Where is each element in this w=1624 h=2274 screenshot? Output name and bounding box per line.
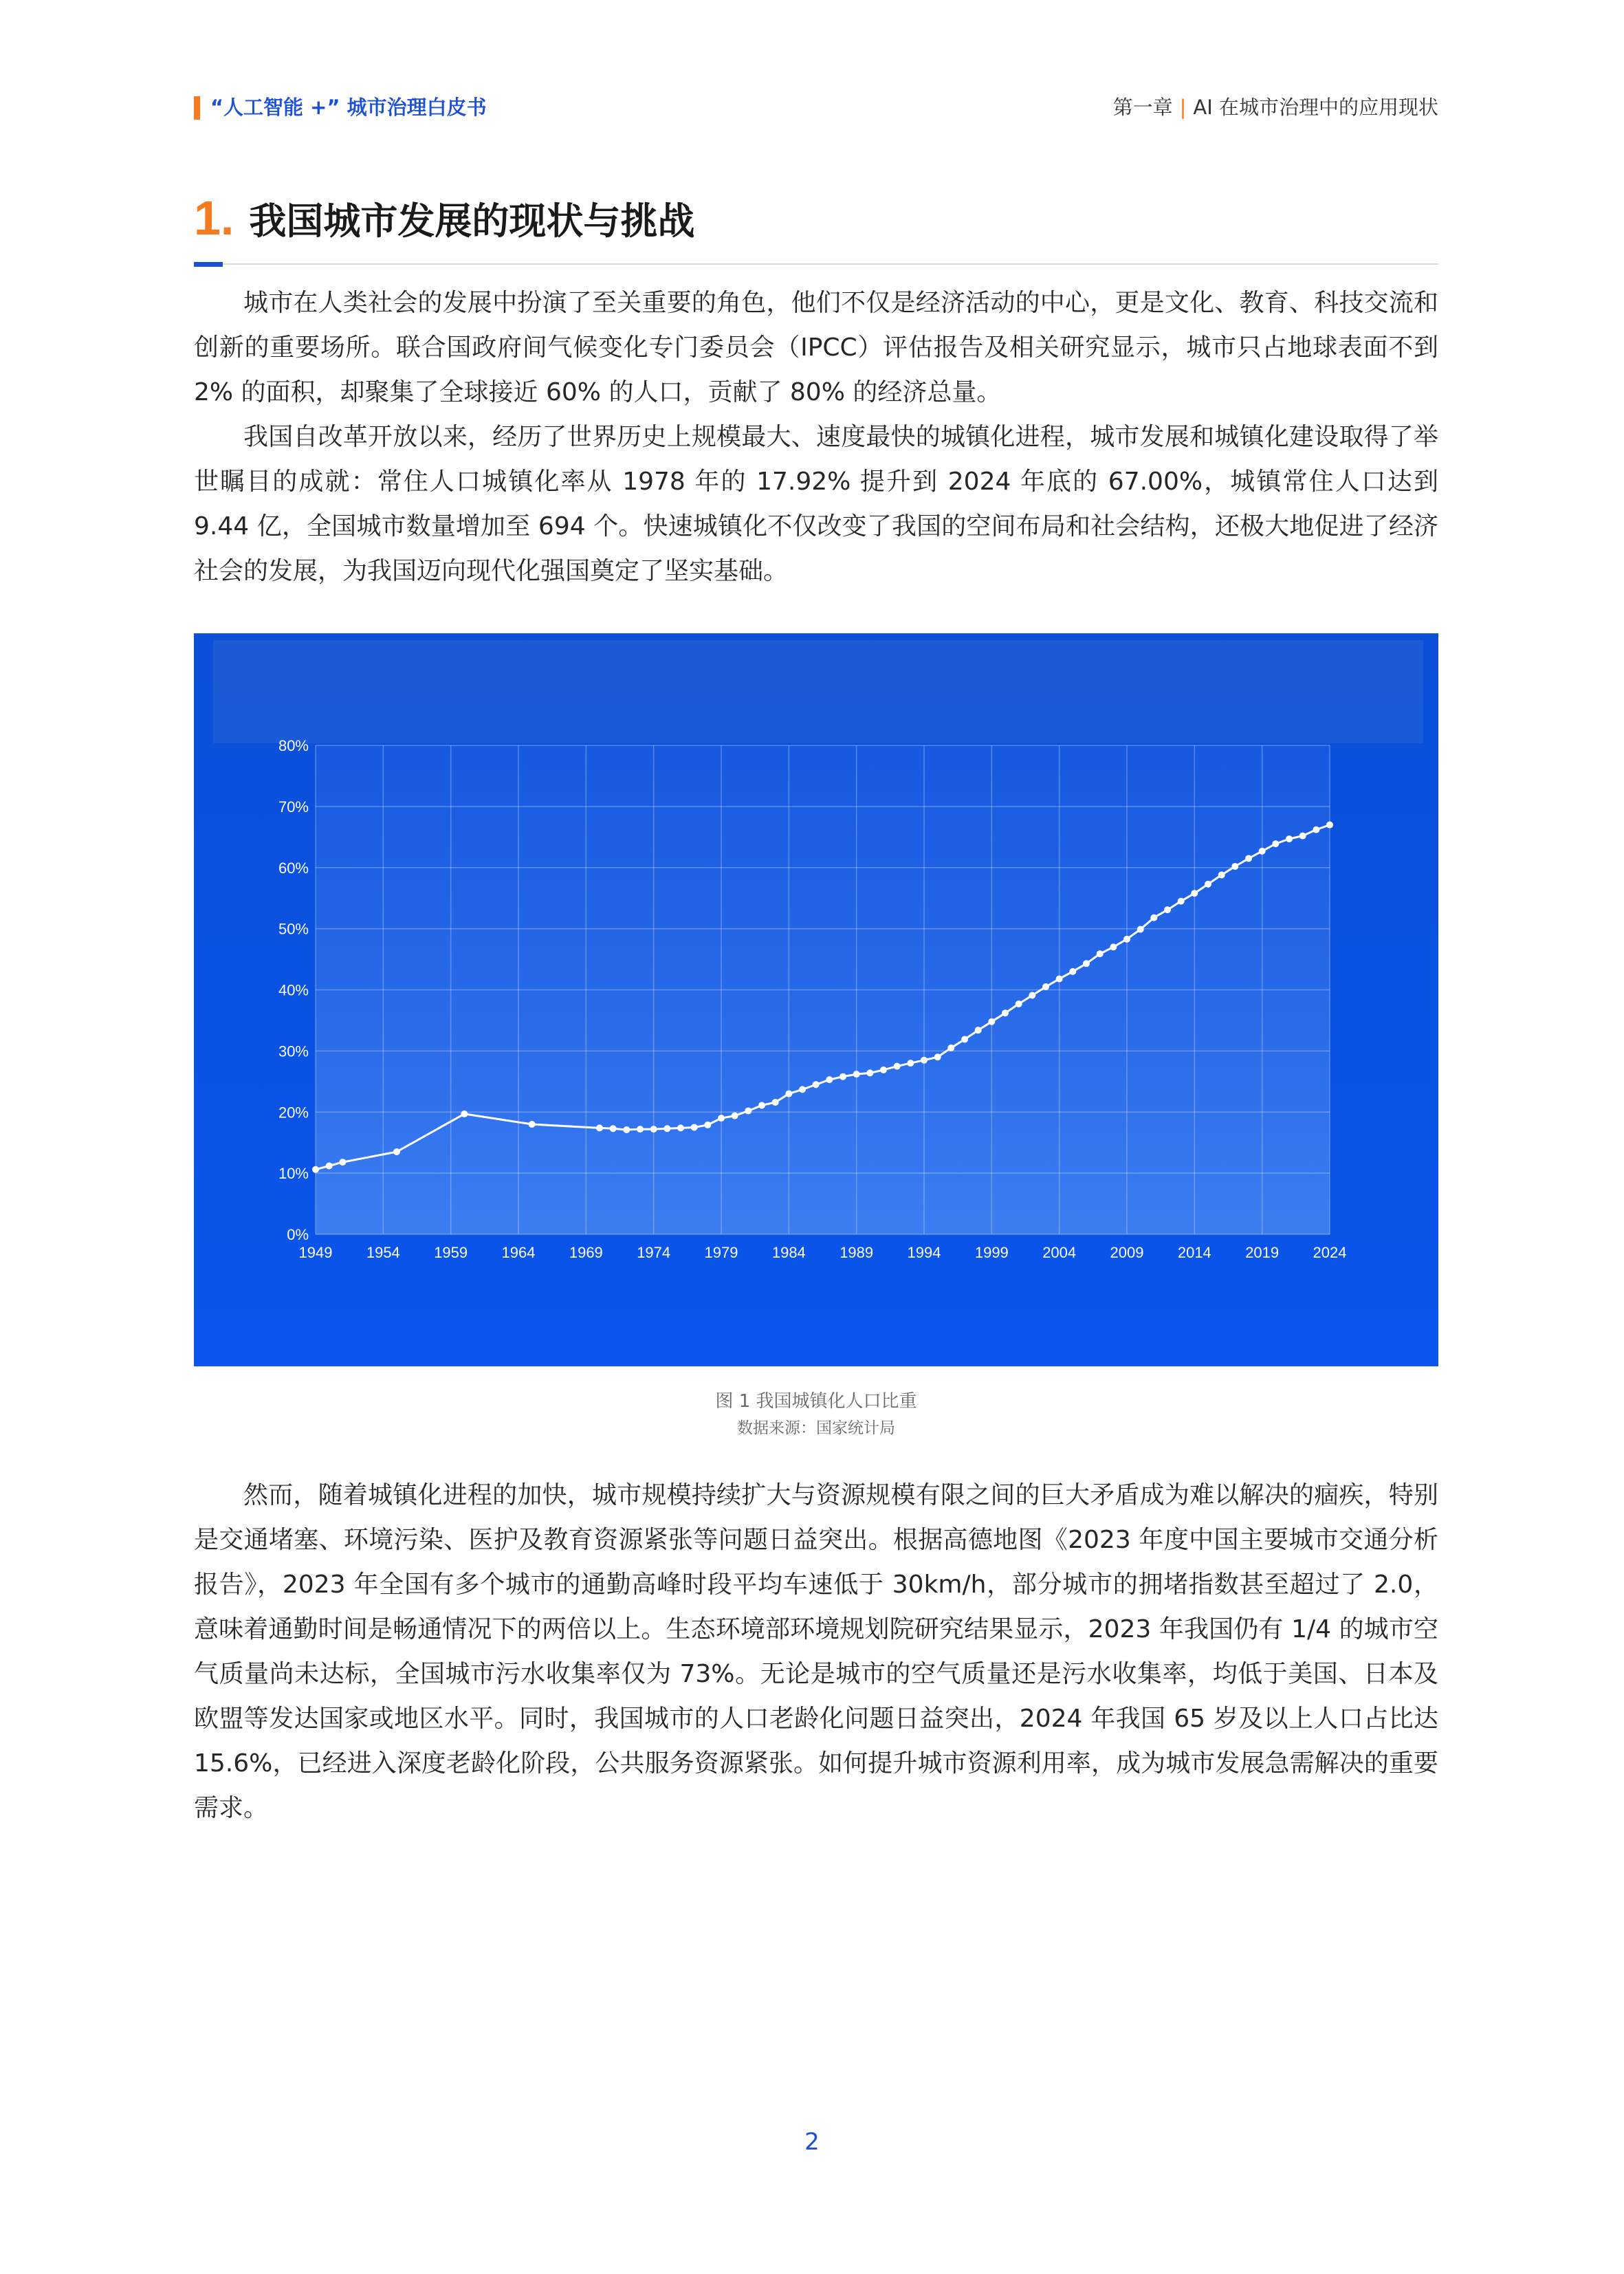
data-point xyxy=(1110,943,1117,950)
data-point xyxy=(596,1124,603,1131)
y-tick-label: 70% xyxy=(278,798,309,816)
section-number: 1. xyxy=(194,191,234,245)
y-tick-label: 50% xyxy=(278,920,309,938)
x-tick-label: 1994 xyxy=(907,1244,941,1261)
figure-source: 数据来源：国家统计局 xyxy=(737,1419,895,1437)
data-point xyxy=(799,1086,806,1093)
x-tick-label: 2014 xyxy=(1177,1244,1211,1261)
data-point xyxy=(772,1099,779,1106)
data-point xyxy=(934,1053,941,1060)
data-point xyxy=(1218,871,1225,878)
data-point xyxy=(637,1126,644,1133)
x-tick-label: 1969 xyxy=(569,1244,603,1261)
data-point xyxy=(461,1111,468,1117)
data-point xyxy=(813,1081,820,1088)
x-tick-label: 1979 xyxy=(704,1244,738,1261)
y-tick-label: 30% xyxy=(278,1042,309,1060)
data-point xyxy=(691,1124,698,1130)
data-point xyxy=(1259,848,1266,855)
y-tick-label: 20% xyxy=(278,1104,309,1122)
header-accent-bar xyxy=(194,96,200,120)
header-divider: | xyxy=(1179,96,1187,119)
data-point xyxy=(1164,906,1171,913)
paragraph-1: 城市在人类社会的发展中扮演了至关重要的角色，他们不仅是经济活动的中心，更是文化、教育、科技交流和创新的重要场所。联合国政府间气候变化专门委员会（IPCC）评估报告及相关研究显示，城市只占地球表面不到 2% 的面积，却聚集了全球接近 60% 的人口，贡献了 80% 的经济总量。 xyxy=(194,289,1438,406)
data-point xyxy=(853,1071,860,1078)
data-point xyxy=(529,1121,536,1128)
data-point xyxy=(785,1091,792,1097)
data-point xyxy=(1313,827,1319,833)
data-point xyxy=(1245,855,1252,862)
x-tick-label: 2024 xyxy=(1313,1244,1347,1261)
data-point xyxy=(1286,835,1293,842)
data-point xyxy=(677,1124,684,1131)
y-tick-label: 0% xyxy=(287,1226,309,1243)
paragraph-2: 我国自改革开放以来，经历了世界历史上规模最大、速度最快的城镇化进程，城市发展和城镇化建设取得了举世瞩目的成就：常住人口城镇化率从 1978 年的 17.92% 提升到 2024 年底的 67.00%，城镇常住人口达到 9.44 亿，全国城市数量增加至 694 个。快速城镇化不仅改变了我国的空间布局和社会结构，还极大地促进了经济社会的发展，为我国迈向现代化强国奠定了坚实基础。 xyxy=(194,423,1438,585)
x-tick-label: 2019 xyxy=(1245,1244,1280,1261)
urbanization-chart xyxy=(194,633,1438,1366)
page-number: 2 xyxy=(804,2128,820,2156)
data-point xyxy=(1083,960,1090,967)
data-point xyxy=(1326,822,1333,829)
data-point xyxy=(610,1125,617,1132)
heading-rule-accent xyxy=(194,262,223,267)
heading-rule xyxy=(194,263,1438,265)
data-point xyxy=(1150,915,1157,921)
data-point xyxy=(1123,936,1130,943)
data-point xyxy=(1016,1001,1022,1007)
data-point xyxy=(975,1027,982,1034)
header-chapter-title: AI 在城市治理中的应用现状 xyxy=(1193,96,1438,119)
data-point xyxy=(840,1073,846,1080)
data-point xyxy=(745,1107,751,1114)
y-tick-label: 10% xyxy=(278,1165,309,1183)
data-point xyxy=(718,1115,725,1122)
chart-svg xyxy=(194,633,1438,1366)
x-tick-label: 1964 xyxy=(501,1244,536,1261)
header-chapter-label: 第一章 xyxy=(1112,96,1173,119)
section-title: 我国城市发展的现状与挑战 xyxy=(249,199,695,243)
x-tick-label: 1974 xyxy=(637,1244,671,1261)
header-chapter xyxy=(1113,92,1438,122)
x-tick-label: 1954 xyxy=(366,1244,400,1261)
data-point xyxy=(1272,840,1279,847)
data-point xyxy=(921,1057,928,1064)
figure-caption: 图 1 我国城镇化人口比重 xyxy=(715,1391,917,1412)
data-point xyxy=(663,1125,670,1132)
x-tick-label: 1959 xyxy=(434,1244,468,1261)
x-tick-label: 1949 xyxy=(298,1244,333,1261)
data-point xyxy=(1056,976,1063,983)
data-point xyxy=(339,1159,346,1166)
data-point xyxy=(758,1102,765,1108)
data-point xyxy=(1069,968,1076,975)
data-point xyxy=(326,1162,333,1169)
data-point xyxy=(393,1148,400,1155)
data-point xyxy=(312,1166,319,1173)
data-point xyxy=(947,1045,954,1051)
section-heading xyxy=(194,187,694,249)
header-report-title: “人工智能 +” 城市治理白皮书 xyxy=(210,96,487,119)
data-point xyxy=(1029,992,1035,998)
data-point xyxy=(961,1036,968,1042)
data-point xyxy=(866,1069,873,1076)
data-point xyxy=(1002,1009,1009,1016)
data-point xyxy=(826,1076,833,1083)
x-tick-label: 1999 xyxy=(974,1244,1009,1261)
paragraph-3: 然而，随着城镇化进程的加快，城市规模持续扩大与资源规模有限之间的巨大矛盾成为难以解决的痼疾，特别是交通堵塞、环境污染、医护及教育资源紧张等问题日益突出。根据高德地图《2023 年度中国主要城市交通分析报告》，2023 年全国有多个城市的通勤高峰时段平均车速低于 30km/h，部分城市的拥堵指数甚至超过了 2.0，意味着通勤时间是畅通情况下的两倍以上。生态环境部环境规划院研究结果显示，2023 年我国仍有 1/4 的城市空气质量尚未达标，全国城市污水收集率仅为 73%。无论是城市的空气质量还是污水收集率，均低于美国、日本及欧盟等发达国家或地区水平。同时，我国城市的人口老龄化问题日益突出，2024 年我国 65 岁及以上人口占比达 15.6%，已经进入深度老龄化阶段，公共服务资源紧张。如何提升城市资源利用率，成为城市发展急需解决的重要需求。 xyxy=(194,1481,1438,1822)
data-point xyxy=(1231,863,1238,870)
data-point xyxy=(1178,898,1185,905)
y-tick-label: 40% xyxy=(278,981,309,999)
data-point xyxy=(732,1113,738,1119)
data-point xyxy=(623,1126,630,1133)
x-tick-label: 1989 xyxy=(840,1244,874,1261)
x-tick-label: 1984 xyxy=(771,1244,806,1261)
data-point xyxy=(880,1067,887,1073)
chart-background-texture xyxy=(213,640,1423,743)
x-tick-label: 2009 xyxy=(1110,1244,1144,1261)
x-tick-label: 2004 xyxy=(1042,1244,1077,1261)
data-point xyxy=(894,1063,901,1070)
data-point xyxy=(1205,881,1211,888)
y-tick-label: 60% xyxy=(278,859,309,877)
data-point xyxy=(907,1060,914,1067)
data-point xyxy=(704,1122,711,1128)
data-point xyxy=(1097,950,1104,957)
data-point xyxy=(1137,926,1144,933)
data-point xyxy=(988,1018,995,1025)
data-point xyxy=(1191,890,1198,897)
y-tick-label: 80% xyxy=(278,737,309,754)
data-point xyxy=(1042,983,1049,990)
data-point xyxy=(1299,833,1306,840)
data-point xyxy=(650,1126,657,1133)
